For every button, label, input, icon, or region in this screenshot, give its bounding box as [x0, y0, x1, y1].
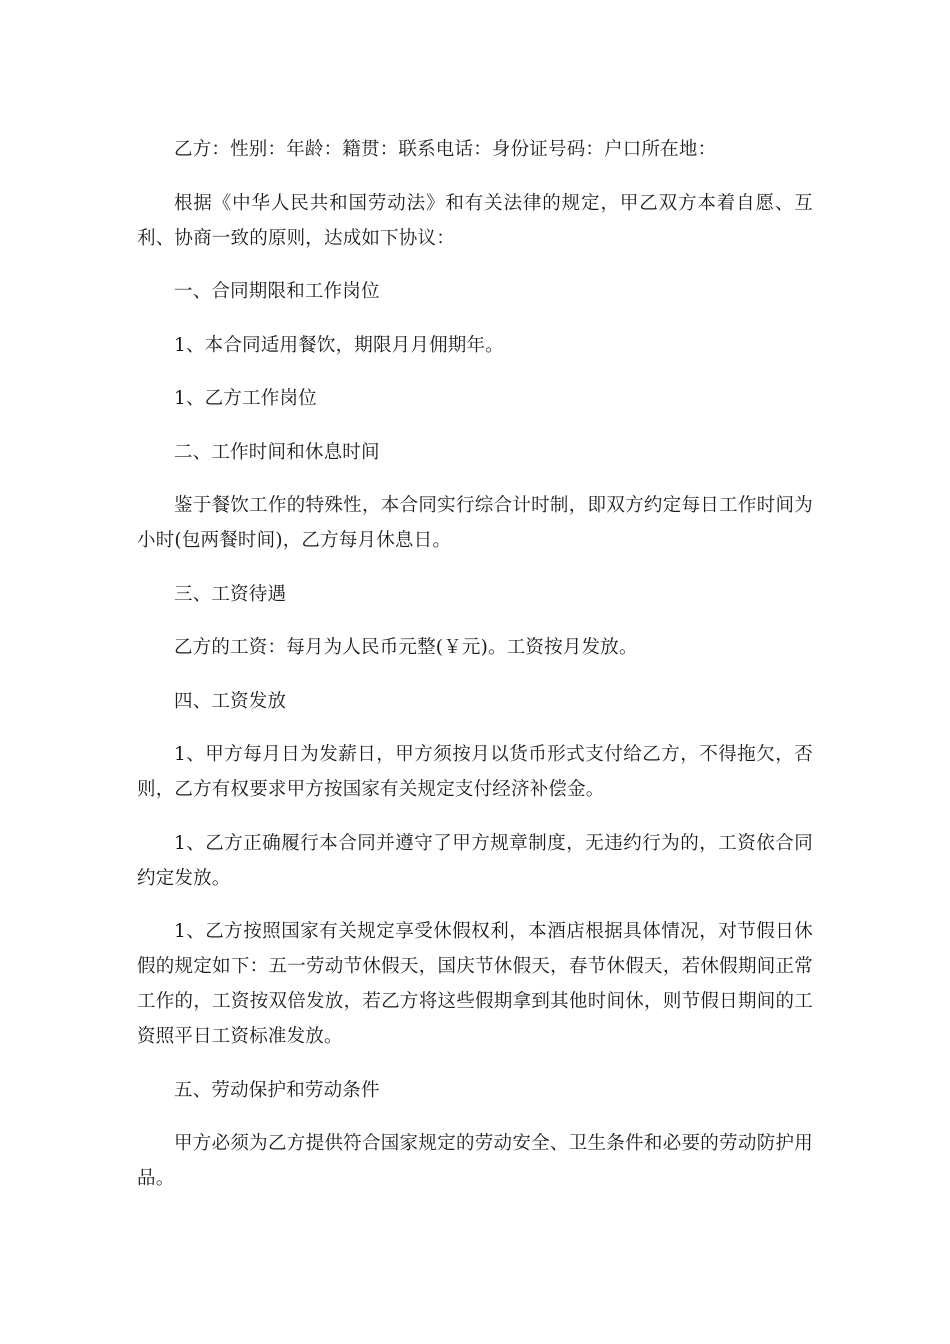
- clause-labor-protection: 甲方必须为乙方提供符合国家规定的劳动安全、卫生条件和必要的劳动防护用品。: [137, 1133, 813, 1189]
- document-page: [137, 132, 813, 1215]
- clause-payday: 1、甲方每月日为发薪日，甲方须按月以货币形式支付给乙方，不得拖欠，否则，乙方有权要求甲方按国家有关规定支付经济补偿金。: [137, 744, 813, 800]
- section-heading-5: 五、劳动保护和劳动条件: [174, 1079, 380, 1101]
- section-heading-4: 四、工资发放: [174, 690, 287, 712]
- clause-holidays: 1、乙方按照国家有关规定享受休假权利，本酒店根据具体情况，对节假日休假的规定如下：五一劳动节休假天，国庆节休假天，春节休假天，若休假期间正常工作的，工资按双倍发放，若乙方将这些假期拿到其他时间休，则节假日期间的工资照平日工资标准发放。: [137, 921, 813, 1047]
- clause-salary-condition: 1、乙方正确履行本合同并遵守了甲方规章制度，无违约行为的，工资依合同约定发放。: [137, 832, 813, 889]
- clause-contract-term: 1、本合同适用餐饮，期限月月佣期年。: [174, 334, 504, 356]
- section-heading-3: 三、工资待遇: [174, 583, 287, 605]
- clause-job-position: 1、乙方工作岗位: [174, 388, 317, 409]
- preamble-paragraph: 根据《中华人民共和国劳动法》和有关法律的规定，甲乙双方本着自愿、互利、协商一致的原则，达成如下协议：: [137, 192, 813, 249]
- party-b-info: 乙方：性别：年龄：籍贯：联系电话：身份证号码：户口所在地：: [174, 139, 717, 160]
- section-heading-1: 一、合同期限和工作岗位: [174, 281, 380, 302]
- clause-working-hours: 鉴于餐饮工作的特殊性，本合同实行综合计时制，即双方约定每日工作时间为小时(包两餐时间)，乙方每月休息日。: [137, 495, 813, 551]
- clause-salary: 乙方的工资：每月为人民币元整(￥元)。工资按月发放。: [174, 637, 638, 658]
- section-heading-2: 二、工作时间和休息时间: [174, 441, 380, 463]
